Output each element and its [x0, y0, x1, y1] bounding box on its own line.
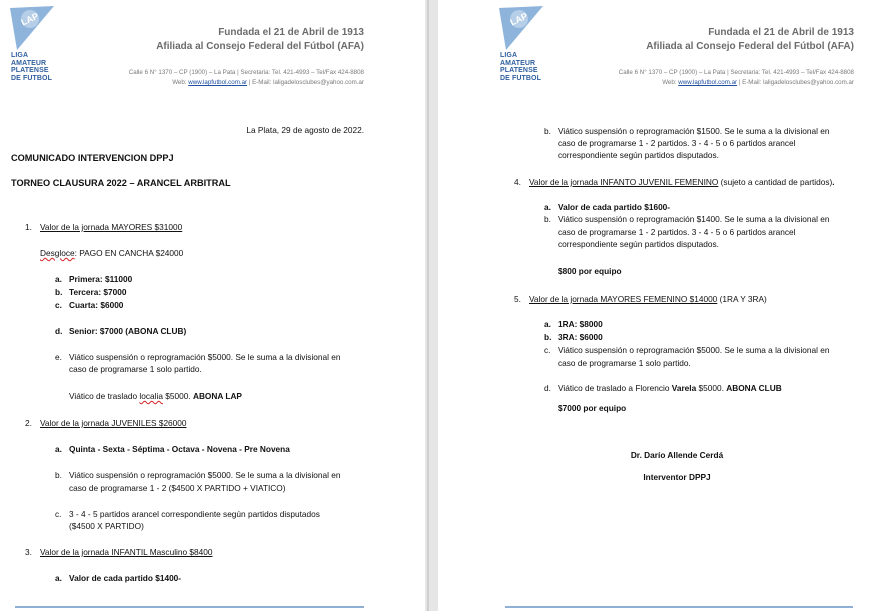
- header-affiliation: Afiliada al Consejo Federal del Fútbol (AFA): [646, 41, 854, 52]
- s5-item-3ra: 3RA: $6000: [558, 332, 603, 342]
- header-address: Calle 6 N° 1370 – CP (1900) – La Pata | Secretaria: Tel. 421-4993 – Tel/Fax 424-8808: [618, 69, 854, 76]
- s4-item-viatico-line2: caso de programarse 1 - 2 partidos. 3 - 4 - 5 o 6 partidos arancel: [558, 227, 796, 237]
- section-1-desglose: Desgloce: PAGO EN CANCHA $24000: [40, 248, 184, 258]
- logo-wordmark: LIGA AMATEUR PLATENSE DE FUTBOL: [11, 52, 52, 82]
- s4-total: $800 por equipo: [558, 266, 622, 276]
- document-subtitle: TORNEO CLAUSURA 2022 – ARANCEL ARBITRAL: [11, 178, 231, 188]
- section-5-number: 5.: [514, 294, 521, 304]
- website-link[interactable]: www.lapfutbol.com.ar: [188, 79, 248, 86]
- lap-pennant-icon: [497, 6, 551, 52]
- document-date: La Plata, 29 de agosto de 2022.: [246, 125, 364, 135]
- lap-logo: [8, 6, 62, 90]
- document-page-2: LAP LIGA AMATEUR PLATENSE DE FUTBOL Fundada el 21 de Abril de 1913 Afiliada al Consejo Federal del Fútbol (AFA) Calle 6 N° 1370 – CP (1900) – La Pata | Secretaria: Tel. 421-4993 – Tel/Fax 424-8808 Web: www.lapfutbol.com.ar | E-Mail: laligadelosclubes@yahoo.com.ar b. Viático suspensión o reprogramación $1500. Se le suma a la divisional en caso de programarse 1 - 2 partidos. 3 - 4 - 5 o 6 partidos arancel correspondiente según partidos disputados. 4. Valor de la jornada INFANTO JUVENIL FEMENINO (sujeto a cantidad de partidos). a. Valor de cada partido $1600- b. Viático suspensión o reprogramación $1400. Se le suma a la divisional en caso de programarse 1 - 2 partidos. 3 - 4 - 5 o 6 partidos arancel correspondiente según partidos disputados. $800 por equipo 5. Valor de la jornada MAYORES FEMENINO $14000 (1RA Y 3RA) a. 1RA: $8000 b. 3RA: $6000 c. Viático suspensión o reprogramación $5000. Se le suma a la divisional en caso de programarse 1 solo partido. d. Viático de traslado a Florencio Varela $5000. ABONA CLUB $7000 por equipo Dr. Darío Allende Cerdá Interventor DPPJ: [438, 0, 873, 611]
- s1-item-viatico-line1: Viático suspensión o reprogramación $5000. Se le suma a la divisional en: [69, 352, 341, 362]
- header-contact: Web: www.lapfutbol.com.ar | E-Mail: laligadelosclubes@yahoo.com.ar: [662, 79, 854, 86]
- s3-item-valor-partido: Valor de cada partido $1400-: [69, 573, 182, 583]
- s2-item-divisiones: Quinta - Sexta - Séptima - Octava - Novena - Pre Novena: [69, 444, 290, 454]
- signature-role: Interventor DPPJ: [643, 472, 711, 482]
- s5-item-1ra: 1RA: $8000: [558, 319, 603, 329]
- header-founded: Fundada el 21 de Abril de 1913: [708, 27, 854, 38]
- header-affiliation: Afiliada al Consejo Federal del Fútbol (AFA): [156, 41, 364, 52]
- s4-item-viatico-line3: correspondiente según partidos disputados.: [558, 239, 719, 249]
- website-link[interactable]: www.lapfutbol.com.ar: [678, 79, 738, 86]
- s1-item-primera: Primera: $11000: [69, 274, 133, 284]
- section-1-title: Valor de la jornada MAYORES $31000: [40, 222, 183, 232]
- s1-item-tercera: Tercera: $7000: [69, 287, 127, 297]
- s2-item-viatico-line2: caso de programarse 1 - 2 ($4500 X PARTIDO + VIATICO): [69, 483, 286, 493]
- s1-item-senior: Senior: $7000 (ABONA CLUB): [69, 326, 187, 336]
- lap-logo: [497, 6, 551, 90]
- header-contact: Web: www.lapfutbol.com.ar | E-Mail: laligadelosclubes@yahoo.com.ar: [172, 79, 364, 86]
- s2-item-partidos-line1: 3 - 4 - 5 partidos arancel correspondiente según partidos disputados: [69, 509, 320, 519]
- s3-item-viatico-line3: correspondiente según partidos disputados.: [558, 150, 719, 160]
- header-address: Calle 6 N° 1370 – CP (1900) – La Pata | Secretaria: Tel. 421-4993 – Tel/Fax 424-8808: [128, 69, 364, 76]
- s1-traslado: Viático de traslado localia $5000. ABONA LAP: [69, 391, 242, 401]
- document-page-1: LAP LIGA AMATEUR PLATENSE DE FUTBOL Fundada el 21 de Abril de 1913 Afiliada al Consejo Federal del Fútbol (AFA) Calle 6 N° 1370 – CP (1900) – La Pata | Secretaria: Tel. 421-4993 – Tel/Fax 424-8808 Web: www.lapfutbol.com.ar | E-Mail: laligadelosclubes@yahoo.com.ar La Plata, 29 de agosto de 2022. COMUNICADO INTERVENCION DPPJ TORNEO CLAUSURA 2022 – ARANCEL ARBITRAL 1. Valor de la jornada MAYORES $31000 Desgloce: PAGO EN CANCHA $24000 a. Primera: $11000 b. Tercera: $7000 c. Cuarta: $6000 d. Senior: $7000 (ABONA CLUB) e. Viático suspensión o reprogramación $5000. Se le suma a la divisional en caso de programarse 1 solo partido. Viático de traslado localia $5000. ABONA LAP 2. Valor de la jornada JUVENILES $26000 a. Quinta - Sexta - Séptima - Octava - Novena - Pre Novena b. Viático suspensión o reprogramación $5000. Se le suma a la divisional en caso de programarse 1 - 2 ($4500 X PARTIDO + VIATICO) c. 3 - 4 - 5 partidos arancel correspondiente según partidos disputados ($4500 X PARTIDO) 3. Valor de la jornada INFANTIL Masculino $8400 a. Valor de cada partido $1400-: [0, 0, 425, 611]
- section-1-number: 1.: [25, 222, 32, 232]
- s2-item-partidos-line2: ($4500 X PARTIDO): [69, 521, 144, 531]
- s3-item-viatico-line2: caso de programarse 1 - 2 partidos. 3 - 4 - 5 o 6 partidos arancel: [558, 138, 796, 148]
- s5-item-traslado: Viático de traslado a Florencio Varela $5000. ABONA CLUB: [558, 383, 782, 393]
- logo-wordmark: LIGA AMATEUR PLATENSE DE FUTBOL: [500, 52, 541, 82]
- lap-pennant-icon: [8, 6, 62, 52]
- footer-rule: [15, 606, 364, 608]
- s5-total: $7000 por equipo: [558, 403, 627, 413]
- section-4-number: 4.: [514, 177, 521, 187]
- s2-item-viatico-line1: Viático suspensión o reprogramación $5000. Se le suma a la divisional en: [69, 470, 341, 480]
- section-4-title: Valor de la jornada INFANTO JUVENIL FEMENINO (sujeto a cantidad de partidos).: [529, 177, 835, 187]
- s1-item-cuarta: Cuarta: $6000: [69, 300, 124, 310]
- section-5-title: Valor de la jornada MAYORES FEMENINO $14000 (1RA Y 3RA): [529, 294, 767, 304]
- footer-rule: [505, 606, 853, 608]
- s1-item-viatico-line2: caso de programarse 1 solo partido.: [69, 364, 202, 374]
- s3-item-viatico-line1: Viático suspensión o reprogramación $1500. Se le suma a la divisional en: [558, 126, 830, 136]
- s4-item-valor-partido: Valor de cada partido $1600-: [558, 202, 671, 212]
- section-2-number: 2.: [25, 418, 32, 428]
- logo-badge-text: LAP: [508, 10, 530, 28]
- header-founded: Fundada el 21 de Abril de 1913: [218, 27, 364, 38]
- s4-item-viatico-line1: Viático suspensión o reprogramación $1400. Se le suma a la divisional en: [558, 214, 830, 224]
- logo-badge-text: LAP: [19, 10, 41, 28]
- signature-name: Dr. Darío Allende Cerdá: [630, 450, 724, 460]
- s5-item-viatico-line2: caso de programarse 1 solo partido.: [558, 358, 691, 368]
- section-3-title: Valor de la jornada INFANTIL Masculino $8400: [40, 547, 213, 557]
- s5-item-viatico-line1: Viático suspensión o reprogramación $5000. Se le suma a la divisional en: [558, 345, 830, 355]
- section-2-title: Valor de la jornada JUVENILES $26000: [40, 418, 187, 428]
- section-3-number: 3.: [25, 547, 32, 557]
- document-title: COMUNICADO INTERVENCION DPPJ: [11, 153, 174, 163]
- page-gutter: [425, 0, 438, 611]
